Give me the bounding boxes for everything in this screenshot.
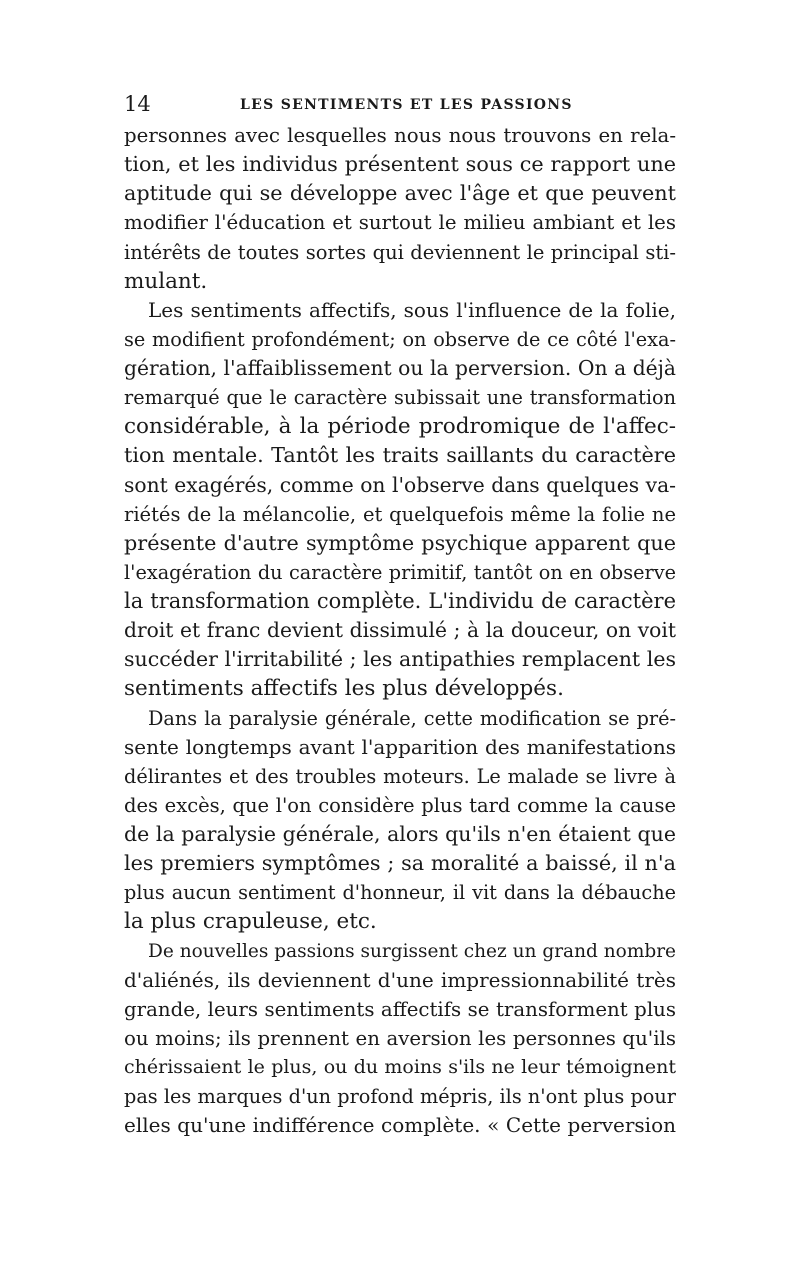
text-line: riétés de la mélancolie, et quelquefois même la folie ne — [124, 502, 676, 526]
text-line: ou moins; ils prennent en aversion les personnes qu'ils — [124, 1026, 676, 1050]
text-line: sentiments affectifs les plus développés. — [124, 676, 564, 702]
text-line: gération, l'affaiblissement ou la perversion. On a déjà — [124, 356, 676, 380]
text-line: Les sentiments affectifs, sous l'influence de la folie, — [148, 297, 676, 322]
body-text — [124, 121, 676, 1140]
text-line: plus aucun sentiment d'honneur, il vit dans la débauche — [124, 881, 676, 905]
text-line: De nouvelles passions surgissent chez un grand nombre — [148, 940, 676, 962]
text-line: la plus crapuleuse, etc. — [124, 909, 377, 935]
page-number: 14 — [124, 92, 151, 116]
text-line: personnes avec lesquelles nous nous trouvons en rela- — [124, 124, 676, 147]
text-line: succéder l'irritabilité ; les antipathies remplacent les — [124, 647, 676, 672]
text-line: la transformation complète. L'individu de caractère — [124, 589, 676, 613]
text-line: les premiers symptômes ; sa moralité a baissé, il n'a — [124, 851, 676, 876]
text-line: chérissaient le plus, ou du moins s'ils ne leur témoignent — [124, 1056, 676, 1078]
text-line: modifier l'éducation et surtout le milieu ambiant et les — [124, 211, 676, 235]
text-line: aptitude qui se développe avec l'âge et que peuvent — [124, 181, 676, 206]
text-line: elles qu'une indifférence complète. « Cette perversion — [124, 1113, 676, 1138]
text-line: présente d'autre symptôme psychique apparent que — [124, 530, 676, 555]
text-line: pas les marques d'un profond mépris, ils n'ont plus pour — [124, 1085, 676, 1109]
text-line: tion mentale. Tantôt les traits saillants du caractère — [124, 443, 676, 468]
text-line: mulant. — [124, 268, 208, 294]
text-line: délirantes et des troubles moteurs. Le malade se livre à — [124, 764, 676, 788]
text-line: droit et franc devient dissimulé ; à la douceur, on voit — [124, 618, 676, 643]
text-line: de la paralysie générale, alors qu'ils n'en étaient que — [124, 822, 676, 846]
text-line: des excès, que l'on considère plus tard comme la cause — [124, 793, 676, 817]
text-line: Dans la paralysie générale, cette modification se pré- — [148, 706, 676, 730]
text-line: d'aliénés, ils deviennent d'une impressionnabilité très — [124, 967, 676, 992]
text-line: l'exagération du caractère primitif, tantôt on en observe — [124, 560, 676, 584]
text-line: se modifient profondément; on observe de ce côté l'exa- — [124, 327, 676, 351]
running-title: LES SENTIMENTS ET LES PASSIONS — [240, 97, 573, 113]
text-line: intérêts de toutes sortes qui deviennent le principal sti- — [124, 240, 676, 264]
text-line: sente longtemps avant l'apparition des manifestations — [124, 734, 676, 759]
text-line: grande, leurs sentiments affectifs se transforment plus — [124, 997, 676, 1021]
page-header — [124, 90, 676, 118]
text-line: tion, et les individus présentent sous ce rapport une — [124, 152, 676, 177]
text-line: considérable, à la période prodromique de l'affec- — [124, 414, 676, 440]
text-line: sont exagérés, comme on l'observe dans quelques va- — [124, 472, 676, 497]
text-line: remarqué que le caractère subissait une transformation — [124, 386, 676, 410]
